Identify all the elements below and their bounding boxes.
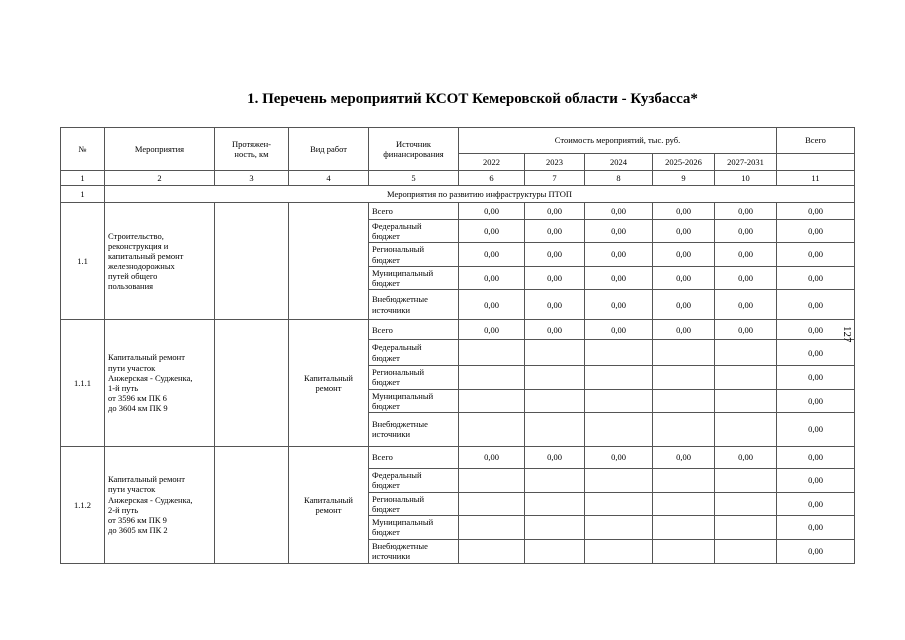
header-event: Мероприятия xyxy=(105,128,215,171)
cost-total: 0,00 xyxy=(777,539,855,563)
cost-value: 0,00 xyxy=(459,320,525,340)
column-number: 10 xyxy=(715,171,777,186)
cost-value: 0,00 xyxy=(585,203,653,220)
cost-value xyxy=(459,539,525,563)
column-number: 5 xyxy=(369,171,459,186)
header-no: № xyxy=(61,128,105,171)
section-title: Мероприятия по развитию инфраструктуры ПТОП xyxy=(105,186,855,203)
column-number: 8 xyxy=(585,171,653,186)
event-number: 1.1 xyxy=(61,203,105,320)
cost-value xyxy=(653,340,715,366)
header-year: 2024 xyxy=(585,154,653,171)
cost-value xyxy=(585,366,653,389)
column-number: 3 xyxy=(215,171,289,186)
funding-source: Муниципальный бюджет xyxy=(369,516,459,539)
column-number: 9 xyxy=(653,171,715,186)
cost-total: 0,00 xyxy=(777,366,855,389)
cost-value: 0,00 xyxy=(585,320,653,340)
header-total: Всего xyxy=(777,128,855,154)
cost-value xyxy=(525,340,585,366)
cost-value: 0,00 xyxy=(459,290,525,320)
cost-total: 0,00 xyxy=(777,320,855,340)
cost-value xyxy=(653,492,715,515)
cost-value: 0,00 xyxy=(715,446,777,468)
cost-value xyxy=(459,412,525,446)
cost-total: 0,00 xyxy=(777,468,855,492)
cost-total: 0,00 xyxy=(777,243,855,266)
cost-value xyxy=(585,389,653,412)
funding-source: Региональный бюджет xyxy=(369,492,459,515)
cost-value: 0,00 xyxy=(653,220,715,243)
funding-source: Внебюджетные источники xyxy=(369,539,459,563)
cost-value: 0,00 xyxy=(525,203,585,220)
funding-source: Федеральный бюджет xyxy=(369,468,459,492)
cost-total: 0,00 xyxy=(777,290,855,320)
header-year: 2027-2031 xyxy=(715,154,777,171)
document-title: 1. Перечень мероприятий КСОТ Кемеровской области - Кузбасса* xyxy=(247,91,698,107)
funding-source: Федеральный бюджет xyxy=(369,220,459,243)
events-table xyxy=(60,127,855,564)
cost-value: 0,00 xyxy=(585,446,653,468)
event-work-type: Капитальный ремонт xyxy=(289,446,369,563)
section-number: 1 xyxy=(61,186,105,203)
funding-source: Всего xyxy=(369,446,459,468)
cost-value: 0,00 xyxy=(525,290,585,320)
cost-value xyxy=(585,412,653,446)
cost-value: 0,00 xyxy=(715,243,777,266)
cost-total: 0,00 xyxy=(777,492,855,515)
cost-value xyxy=(585,516,653,539)
cost-value xyxy=(715,468,777,492)
cost-value: 0,00 xyxy=(525,243,585,266)
cost-total: 0,00 xyxy=(777,446,855,468)
event-number: 1.1.2 xyxy=(61,446,105,563)
cost-value: 0,00 xyxy=(459,266,525,289)
cost-value xyxy=(585,492,653,515)
cost-value xyxy=(715,539,777,563)
cost-value xyxy=(715,412,777,446)
cost-value: 0,00 xyxy=(653,446,715,468)
cost-value xyxy=(585,539,653,563)
event-number: 1.1.1 xyxy=(61,320,105,447)
cost-value xyxy=(525,539,585,563)
cost-value: 0,00 xyxy=(585,243,653,266)
funding-source: Всего xyxy=(369,203,459,220)
cost-value xyxy=(653,468,715,492)
funding-row xyxy=(61,446,855,468)
cost-value xyxy=(525,366,585,389)
cost-total: 0,00 xyxy=(777,266,855,289)
event-work-type xyxy=(289,203,369,320)
funding-source: Муниципальный бюджет xyxy=(369,266,459,289)
funding-row xyxy=(61,320,855,340)
cost-value: 0,00 xyxy=(653,266,715,289)
column-number: 1 xyxy=(61,171,105,186)
event-name: Капитальный ремонт пути участок Анжерская - Судженка, 1-й путь от 3596 км ПК 6 до 3604 км ПК 9 xyxy=(105,320,215,447)
event-name: Строительство, реконструкция и капитальный ремонт железнодорожных путей общего пользования xyxy=(105,203,215,320)
cost-value: 0,00 xyxy=(585,220,653,243)
cost-value xyxy=(715,340,777,366)
cost-total: 0,00 xyxy=(777,203,855,220)
funding-source: Региональный бюджет xyxy=(369,243,459,266)
funding-source: Региональный бюджет xyxy=(369,366,459,389)
cost-value xyxy=(653,389,715,412)
cost-value xyxy=(459,340,525,366)
cost-value xyxy=(653,539,715,563)
cost-value: 0,00 xyxy=(459,446,525,468)
cost-value xyxy=(715,389,777,412)
cost-value xyxy=(525,389,585,412)
cost-value xyxy=(459,389,525,412)
cost-value: 0,00 xyxy=(459,203,525,220)
section-row xyxy=(61,186,855,203)
cost-total: 0,00 xyxy=(777,516,855,539)
cost-value xyxy=(585,340,653,366)
cost-value: 0,00 xyxy=(715,220,777,243)
cost-value: 0,00 xyxy=(653,290,715,320)
cost-total: 0,00 xyxy=(777,340,855,366)
cost-value xyxy=(525,412,585,446)
cost-value xyxy=(459,516,525,539)
column-number: 4 xyxy=(289,171,369,186)
header-length: Протяжен- ность, км xyxy=(215,128,289,171)
cost-value: 0,00 xyxy=(525,446,585,468)
cost-value xyxy=(459,468,525,492)
header-total-blank xyxy=(777,154,855,171)
event-name: Капитальный ремонт пути участок Анжерская - Судженка, 2-й путь от 3596 км ПК 9 до 3605 км ПК 2 xyxy=(105,446,215,563)
cost-value: 0,00 xyxy=(585,290,653,320)
header-work-type: Вид работ xyxy=(289,128,369,171)
cost-value: 0,00 xyxy=(525,220,585,243)
event-length xyxy=(215,320,289,447)
page-number: 127 xyxy=(841,326,853,343)
event-work-type: Капитальный ремонт xyxy=(289,320,369,447)
cost-total: 0,00 xyxy=(777,412,855,446)
header-cost: Стоимость мероприятий, тыс. руб. xyxy=(459,128,777,154)
event-length xyxy=(215,203,289,320)
header-row xyxy=(61,128,855,154)
funding-source: Федеральный бюджет xyxy=(369,340,459,366)
header-source: Источник финансирования xyxy=(369,128,459,171)
cost-value: 0,00 xyxy=(653,203,715,220)
funding-source: Внебюджетные источники xyxy=(369,412,459,446)
cost-value: 0,00 xyxy=(715,320,777,340)
cost-value xyxy=(459,366,525,389)
cost-value xyxy=(715,516,777,539)
cost-value: 0,00 xyxy=(525,320,585,340)
cost-value: 0,00 xyxy=(525,266,585,289)
cost-value: 0,00 xyxy=(653,320,715,340)
cost-value xyxy=(525,468,585,492)
header-year: 2022 xyxy=(459,154,525,171)
column-number: 2 xyxy=(105,171,215,186)
cost-value: 0,00 xyxy=(715,203,777,220)
cost-total: 0,00 xyxy=(777,389,855,412)
cost-value xyxy=(585,468,653,492)
cost-value: 0,00 xyxy=(459,220,525,243)
cost-value xyxy=(459,492,525,515)
funding-source: Всего xyxy=(369,320,459,340)
cost-value xyxy=(525,492,585,515)
cost-value: 0,00 xyxy=(715,290,777,320)
cost-value xyxy=(715,492,777,515)
cost-value: 0,00 xyxy=(459,243,525,266)
event-length xyxy=(215,446,289,563)
header-year: 2023 xyxy=(525,154,585,171)
column-number: 6 xyxy=(459,171,525,186)
column-numbers-row xyxy=(61,171,855,186)
cost-value xyxy=(715,366,777,389)
cost-value xyxy=(653,516,715,539)
funding-source: Муниципальный бюджет xyxy=(369,389,459,412)
cost-value xyxy=(525,516,585,539)
funding-row xyxy=(61,203,855,220)
cost-value xyxy=(653,366,715,389)
header-year: 2025-2026 xyxy=(653,154,715,171)
column-number: 7 xyxy=(525,171,585,186)
cost-value: 0,00 xyxy=(715,266,777,289)
funding-source: Внебюджетные источники xyxy=(369,290,459,320)
cost-value: 0,00 xyxy=(585,266,653,289)
cost-value xyxy=(653,412,715,446)
cost-value: 0,00 xyxy=(653,243,715,266)
column-number: 11 xyxy=(777,171,855,186)
cost-total: 0,00 xyxy=(777,220,855,243)
